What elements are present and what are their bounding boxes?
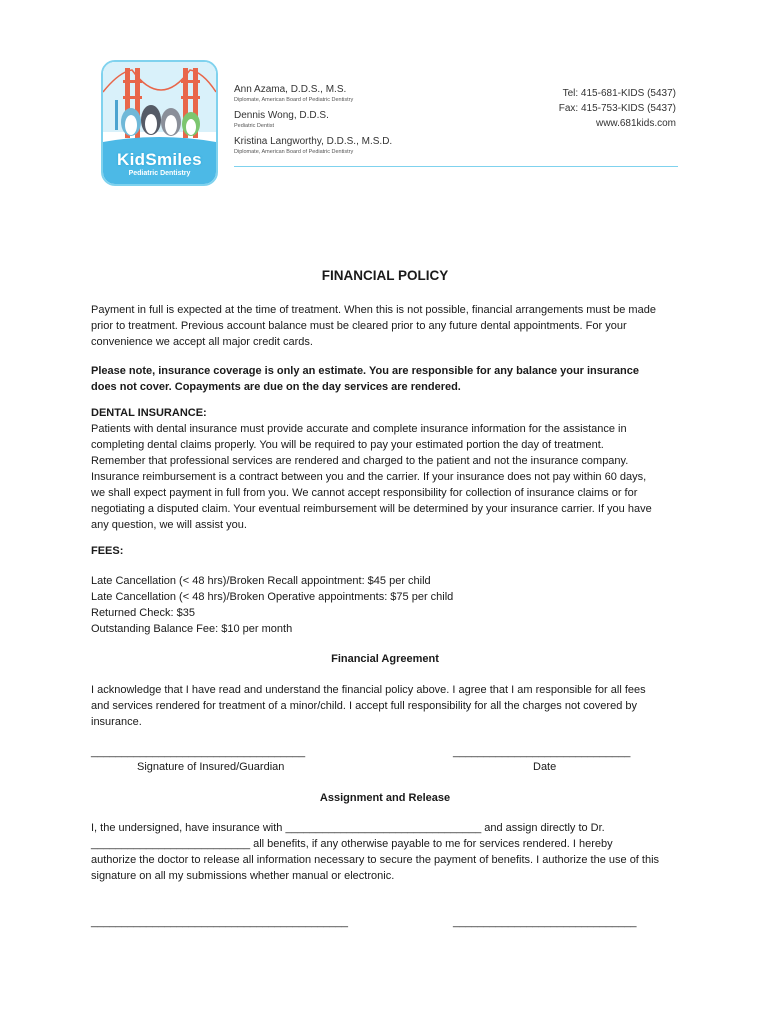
doctor-title: Diplomate, American Board of Pediatric Dentistry xyxy=(234,149,354,155)
agreement-heading: Financial Agreement xyxy=(331,653,439,665)
doctor-name: Dennis Wong, D.D.S. xyxy=(234,110,329,121)
logo-brand-text: KidSmiles xyxy=(117,150,202,169)
text-line: prior to treatment. Previous account balance must be cleared prior to any future dental appointments. For your xyxy=(91,320,627,332)
text-line: does not cover. Copayments are due on the day services are rendered. xyxy=(91,381,461,393)
dental-insurance-section xyxy=(91,405,691,533)
section-heading: DENTAL INSURANCE: xyxy=(91,407,207,419)
text-line: we shall expect payment in full from you. We cannot accept responsibility for collection of insurance claims or for xyxy=(91,487,638,499)
contact-info xyxy=(559,86,676,131)
logo-subtitle: Pediatric Dentistry xyxy=(128,170,191,177)
assignment-heading: Assignment and Release xyxy=(319,792,451,804)
section-heading: FEES: xyxy=(91,545,124,557)
agreement-paragraph xyxy=(91,682,691,730)
page-title: FINANCIAL POLICY xyxy=(321,268,449,283)
doctor-name: Ann Azama, D.D.S., M.S. xyxy=(234,84,347,95)
text-line: I acknowledge that I have read and understand the financial policy above. I agree that I am responsible for all fees xyxy=(91,684,646,696)
insurance-note xyxy=(91,363,691,395)
date-line[interactable]: _____________________________ xyxy=(453,746,631,758)
text-line: Patients with dental insurance must provide accurate and complete insurance information for the assistance in xyxy=(91,423,627,435)
text-line: I, the undersigned, have insurance with ________________________________ and assign directly to Dr. xyxy=(91,822,605,834)
text-line: Payment in full is expected at the time of treatment. When this is not possible, financial arrangements must be made xyxy=(91,304,656,316)
text-line: insurance. xyxy=(91,716,142,728)
kidsmiles-logo xyxy=(101,60,218,186)
text-line: negotiating a disputed claim. Your eventual reimbursement will be determined by your insurance carrier. If you have xyxy=(91,503,652,515)
assignment-signature-line[interactable]: __________________________________________ xyxy=(91,916,348,928)
fax-number: Fax: 415-753-KIDS (5437) xyxy=(558,103,676,114)
assignment-paragraph xyxy=(91,820,711,884)
doctor-name: Kristina Langworthy, D.D.S., M.S.D. xyxy=(234,136,393,147)
doctor-title: Pediatric Dentist xyxy=(234,123,275,129)
text-line: authorize the doctor to release all information necessary to secure the payment of benefits. I authorize the use of this xyxy=(91,854,660,866)
text-line: and services rendered for treatment of a minor/child. I accept full responsibility for all the charges not covered by xyxy=(91,700,637,712)
doctor-title: Diplomate, American Board of Pediatric Dentistry xyxy=(234,97,354,103)
signature-label: Signature of Insured/Guardian xyxy=(137,761,285,773)
text-line: completing dental claims properly. You will be required to pay your estimated portion the day of treatment. xyxy=(91,439,604,451)
header-divider xyxy=(234,166,678,167)
fee-item: Returned Check: $35 xyxy=(91,607,195,619)
date-label: Date xyxy=(533,761,557,773)
text-line: Please note, insurance coverage is only an estimate. You are responsible for any balance your insurance xyxy=(91,365,639,377)
text-line: convenience we accept all major credit cards. xyxy=(91,336,313,348)
signature-line[interactable]: ___________________________________ xyxy=(91,746,306,758)
text-line: Remember that professional services are rendered and charged to the patient and not the insurance company. xyxy=(91,455,629,467)
intro-paragraph xyxy=(91,302,691,350)
doctor-list xyxy=(234,84,434,162)
text-line: __________________________ all benefits, if any otherwise payable to me for services rendered. I hereby xyxy=(91,838,613,850)
text-line: signature on all my submissions whether manual or electronic. xyxy=(91,870,395,882)
text-line: any question, we will assist you. xyxy=(91,519,247,531)
text-line: Insurance reimbursement is a contract between you and the carrier. If your insurance does not pay within 60 days, xyxy=(91,471,647,483)
fee-item: Late Cancellation (< 48 hrs)/Broken Recall appointment: $45 per child xyxy=(91,575,431,587)
fees-list xyxy=(91,573,691,637)
website-link[interactable]: www.681kids.com xyxy=(595,118,676,129)
phone-number: Tel: 415-681-KIDS (5437) xyxy=(562,88,676,99)
assignment-date-line[interactable]: ______________________________ xyxy=(453,916,637,928)
fee-item: Late Cancellation (< 48 hrs)/Broken Operative appointments: $75 per child xyxy=(91,591,454,603)
fee-item: Outstanding Balance Fee: $10 per month xyxy=(91,623,293,635)
